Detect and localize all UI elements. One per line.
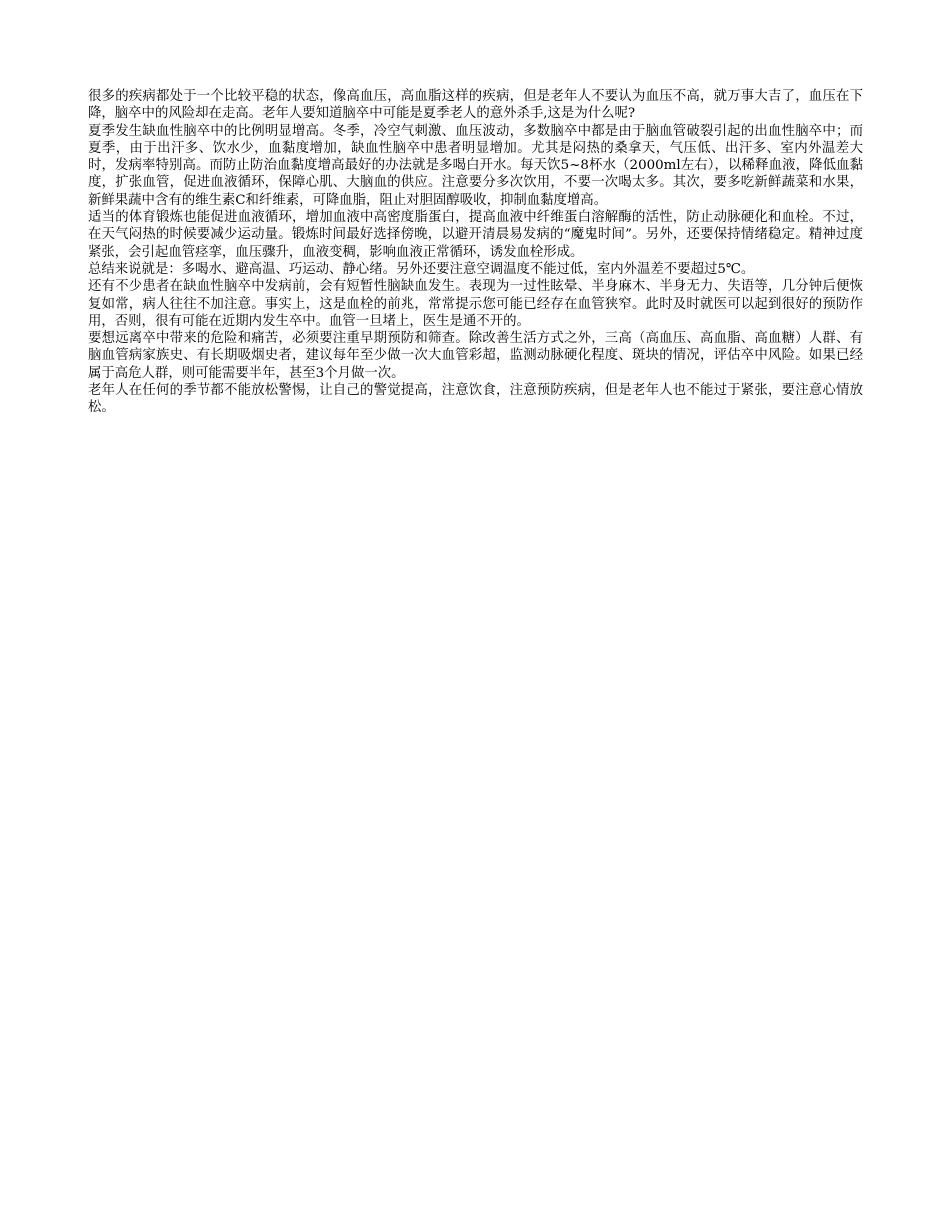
paragraph-summary: 总结来说就是：多喝水、避高温、巧运动、静心绪。另外还要注意空调温度不能过低，室内外温差不要超过5℃。 <box>88 261 755 277</box>
paragraph-summer-stroke: 夏季发生缺血性脑卒中的比例明显增高。冬季，冷空气刺激、血压波动，多数脑卒中都是由于脑血管破裂引起的出血性脑卒中；而夏季，由于出汗多、饮水少，血黏度增加，缺血性脑卒中患者明显增加。尤其是闷热的桑拿天，气压低、出汗多、室内外温差大时，发病率特别高。而防止防治血黏度增高最好的办法就是多喝白开水。每天饮5~8杯水（2000ml左右），以稀释血液，降低血黏度，扩张血管，促进血液循环，保障心肌、大脑血的供应。注意要分多次饮用，不要一次喝太多。其次，要多吃新鲜蔬菜和水果，新鲜果蔬中含有的维生素C和纤维素，可降血脂，阻止对胆固醇吸收，抑制血黏度增高。 <box>88 123 863 208</box>
paragraph-intro: 很多的疾病都处于一个比较平稳的状态，像高血压，高血脂这样的疾病，但是老年人不要认为血压不高，就万事大吉了，血压在下降，脑卒中的风险却在走高。老年人要知道脑卒中可能是夏季老人的意外杀手,这是为什么呢? <box>88 89 863 122</box>
paragraph-conclusion: 老年人在任何的季节都不能放松警惕，让自己的警觉提高，注意饮食，注意预防疾病，但是老年人也不能过于紧张，要注意心情放松。 <box>88 383 863 416</box>
paragraph-tia-warning: 还有不少患者在缺血性脑卒中发病前，会有短暂性脑缺血发生。表现为一过性眩晕、半身麻木、半身无力、失语等，几分钟后便恢复如常，病人往往不加注意。事实上，这是血栓的前兆，常常提示您可能已经存在血管狭窄。此时及时就医可以起到很好的预防作用，否则，很有可能在近期内发生卒中。血管一旦堵上，医生是通不开的。 <box>88 279 863 329</box>
paragraph-exercise: 适当的体育锻炼也能促进血液循环，增加血液中高密度脂蛋白，提高血液中纤维蛋白溶解酶的活性，防止动脉硬化和血栓。不过，在天气闷热的时候要减少运动量。锻炼时间最好选择傍晚，以避开清晨易发病的“魔鬼时间”。另外，还要保持情绪稳定。精神过度紧张，会引起血管痉挛，血压骤升，血液变稠，影响血液正常循环，诱发血栓形成。 <box>88 210 863 260</box>
document-page <box>88 88 863 417</box>
paragraph-screening: 要想远离卒中带来的危险和痛苦，必须要注重早期预防和筛查。除改善生活方式之外，三高（高血压、高血脂、高血糖）人群、有脑血管病家族史、有长期吸烟史者，建议每年至少做一次大血管彩超，监测动脉硬化程度、斑块的情况，评估卒中风险。如果已经属于高危人群，则可能需要半年，甚至3个月做一次。 <box>88 331 863 381</box>
